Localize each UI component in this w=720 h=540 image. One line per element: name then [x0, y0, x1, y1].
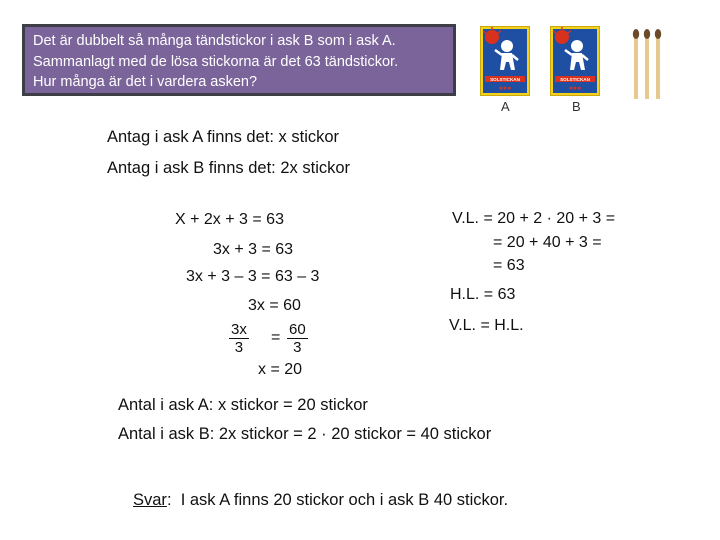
problem-box: [22, 24, 456, 96]
fraction-left-numerator: 3x: [231, 321, 247, 338]
fraction-equals: =: [271, 329, 281, 346]
assumption-b: Antag i ask B finns det: 2x stickor: [107, 159, 351, 177]
matchbox-b-icon: [550, 26, 600, 96]
solution-step-3: 3x + 3 – 3 = 63 – 3: [186, 268, 320, 285]
answer-text: I ask A finns 20 stickor och i ask B 40 stickor.: [171, 491, 509, 509]
box-b-label: B: [572, 99, 581, 114]
svg-text:✱✱✱: ✱✱✱: [498, 86, 512, 92]
matchbox-a-icon: [480, 26, 530, 96]
fraction-left-denominator: 3: [234, 339, 244, 356]
problem-line-1: Det är dubbelt så många tändstickor i ask B som i ask A.: [33, 33, 396, 49]
svg-text:✱✱✱: ✱✱✱: [568, 86, 582, 92]
result-b: Antal i ask B: 2x stickor = 2 · 20 stickor = 40 stickor: [118, 425, 492, 443]
fraction-right-numerator: 60: [289, 321, 306, 338]
solution-step-1: X + 2x + 3 = 63: [175, 211, 284, 228]
solution-step-4: 3x = 60: [248, 297, 301, 314]
check-vl-line-3: = 63: [493, 257, 525, 274]
answer-colon: :: [166, 491, 172, 509]
check-vl-line-1: V.L. = 20 + 2 · 20 + 3 =: [452, 210, 616, 227]
svg-text:SOLSTICKAN: SOLSTICKAN: [560, 77, 590, 82]
result-a: Antal i ask A: x stickor = 20 stickor: [118, 396, 368, 414]
loose-matches-icon: [630, 28, 664, 100]
answer-line: [133, 491, 508, 510]
solution-step-6: x = 20: [258, 361, 303, 378]
problem-line-2: Sammanlagt med de lösa stickorna är det 63 tändstickor.: [33, 53, 399, 70]
check-conclusion: V.L. = H.L.: [449, 317, 524, 334]
solution-step-2: 3x + 3 = 63: [213, 241, 294, 258]
box-a-label: A: [501, 99, 510, 114]
svg-text:SOLSTICKAN: SOLSTICKAN: [490, 77, 520, 82]
answer-label: Svar: [133, 491, 167, 509]
fraction-right: [287, 322, 308, 355]
fraction-right-denominator: 3: [293, 339, 302, 356]
check-vl-line-2: = 20 + 40 + 3 =: [493, 234, 602, 251]
assumption-a: Antag i ask A finns det: x stickor: [107, 128, 340, 146]
problem-line-3: Hur många är det i vardera asken?: [33, 74, 258, 90]
check-hl: H.L. = 63: [450, 286, 516, 303]
fraction-left: [229, 322, 249, 355]
